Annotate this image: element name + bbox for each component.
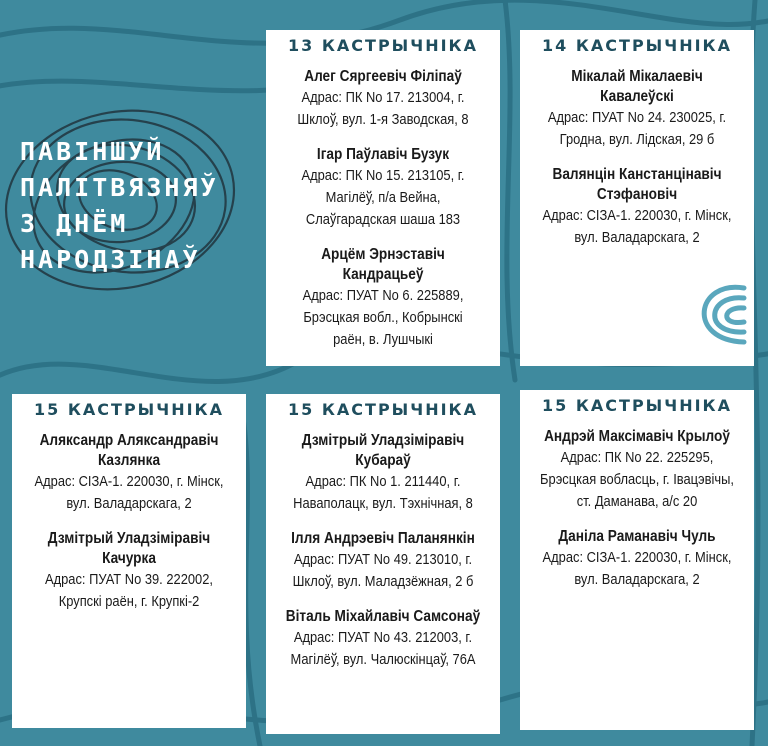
prisoner-address: Адрас: ПК No 22. 225295, Брэсцкая вобласць, г. Івацэвічы, ст. Даманава, а/с 20: [540, 449, 734, 510]
greeting-title: [20, 134, 260, 278]
prisoner-address: Адрас: ПУАТ No 24. 230025, г. Гродна, вул. Лідская, 29 б: [547, 109, 727, 148]
prisoner-entry: [270, 67, 496, 131]
prisoner-name: Алег Сяргеевіч Філіпаў: [304, 68, 462, 85]
prisoner-name: Мікалай Мікалаевіч Кавалеўскі: [571, 68, 703, 105]
card-date: 15 КАСТРЫЧНІКА: [542, 396, 732, 415]
prisoner-name: Віталь Міхайлавіч Самсонаў: [285, 608, 481, 625]
prisoner-name: Андрэй Максімавіч Крылоў: [544, 428, 730, 445]
prisoner-name: Дзмітрый Уладзіміравіч Качурка: [47, 530, 211, 567]
prisoner-entry: [270, 607, 496, 671]
prisoner-name: Ігар Паўлавіч Бузук: [316, 146, 450, 163]
prisoner-entry: [524, 165, 750, 249]
prisoner-entry: [270, 431, 496, 515]
prisoner-entry: [16, 529, 242, 613]
prisoner-address: Адрас: ПУАТ No 39. 222002, Крупскі раён, г. Крупкі-2: [45, 571, 213, 610]
card-date: 14 КАСТРЫЧНІКА: [542, 36, 732, 55]
prisoner-address: Адрас: ПУАТ No 43. 212003, г. Магілёў, вул. Чалюскінцаў, 76А: [290, 629, 476, 668]
prisoner-address: Адрас: СІЗА-1. 220030, г. Мінск, вул. Валадарскага, 2: [34, 473, 224, 512]
prisoner-entry: [270, 245, 496, 351]
prisoner-address: Адрас: ПУАТ No 49. 213010, г. Шклоў, вул. Маладзёжная, 2 б: [292, 551, 474, 590]
prisoner-name: Даніла Раманавіч Чуль: [558, 528, 716, 545]
prisoner-address: Адрас: СІЗА-1. 220030, г. Мінск, вул. Валадарскага, 2: [542, 549, 732, 588]
prisoner-address: Адрас: ПК No 1. 211440, г. Наваполацк, вул. Тэхнічная, 8: [293, 473, 473, 512]
birthday-card-oct-15-a: [12, 394, 246, 728]
prisoner-name: Арцём Эрнэставіч Кандрацьеў: [321, 246, 445, 283]
prisoner-entry: [16, 431, 242, 515]
brand-logo-icon: [686, 280, 748, 350]
title-line: ПАЛІТВЯЗНЯЎ: [20, 173, 219, 202]
prisoner-address: Адрас: ПК No 17. 213004, г. Шклоў, вул. 1-я Заводская, 8: [297, 89, 469, 128]
prisoner-address: Адрас: ПК No 15. 213105, г. Магілёў, п/а Вейна, Слаўгарадская шаша 183: [301, 167, 465, 228]
card-date: 15 КАСТРЫЧНІКА: [288, 400, 478, 419]
title-line: НАРОДЗІНАЎ: [20, 245, 201, 274]
card-date: 13 КАСТРЫЧНІКА: [288, 36, 478, 55]
card-date: 15 КАСТРЫЧНІКА: [34, 400, 224, 419]
prisoner-name: Аляксандр Аляксандравіч Казлянка: [39, 432, 219, 469]
prisoner-address: Адрас: ПУАТ No 6. 225889, Брэсцкая вобл., Кобрынскі раён, в. Лушчыкі: [302, 287, 464, 348]
title-line: З ДНЁМ: [20, 209, 129, 238]
prisoner-entry: [270, 145, 496, 231]
prisoner-entry: [270, 529, 496, 593]
birthday-card-oct-15-c: [520, 390, 754, 730]
prisoner-name: Дзмітрый Уладзіміравіч Кубараў: [301, 432, 465, 469]
birthday-card-oct-15-b: [266, 394, 500, 734]
prisoner-entry: [524, 527, 750, 591]
birthday-card-oct-13: [266, 30, 500, 366]
prisoner-entry: [524, 427, 750, 513]
prisoner-name: Валянцін Канстанцінавіч Стэфановіч: [552, 166, 722, 203]
title-line: ПАВІНШУЙ: [20, 137, 165, 166]
prisoner-name: Ілля Андрэевіч Паланянкін: [291, 530, 475, 547]
prisoner-address: Адрас: СІЗА-1. 220030, г. Мінск, вул. Валадарскага, 2: [542, 207, 732, 246]
prisoner-entry: [524, 67, 750, 151]
